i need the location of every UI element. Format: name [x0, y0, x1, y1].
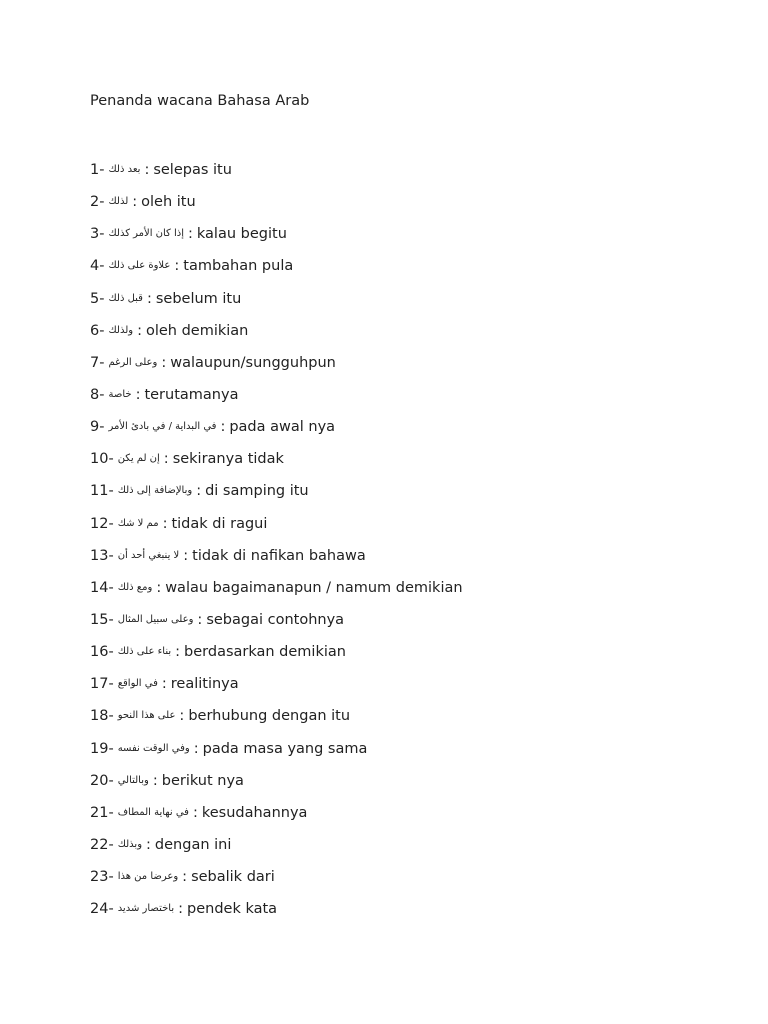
item-number: 4- [90, 258, 105, 275]
separator: : [162, 515, 168, 532]
separator: : [146, 290, 152, 307]
separator: : [193, 740, 199, 757]
item-number: 21- [90, 804, 114, 821]
arabic-phrase: وعرضا من هذا [117, 871, 179, 883]
separator: : [179, 708, 185, 725]
malay-meaning: walaupun/sungguhpun [170, 354, 336, 371]
item-number: 18- [90, 708, 114, 725]
item-number: 1- [90, 162, 105, 179]
item-number: 3- [90, 226, 105, 243]
item-number: 8- [90, 387, 105, 404]
item-number: 6- [90, 322, 105, 339]
list-item [90, 604, 463, 636]
separator: : [161, 354, 167, 371]
list-item [90, 218, 463, 250]
malay-meaning: terutamanya [144, 387, 239, 404]
separator: : [132, 194, 138, 211]
malay-meaning: pendek kata [187, 901, 278, 918]
list-item [90, 572, 463, 604]
separator: : [192, 804, 198, 821]
item-number: 17- [90, 676, 114, 693]
arabic-phrase: ولذلك [108, 324, 134, 336]
list-item [90, 250, 463, 282]
list-item [90, 508, 463, 540]
malay-meaning: tidak di ragui [171, 515, 268, 532]
separator: : [161, 676, 167, 693]
arabic-phrase: علاوة على ذلك [108, 260, 171, 272]
malay-meaning: kalau begitu [196, 226, 287, 243]
item-number: 23- [90, 869, 114, 886]
list-item [90, 379, 463, 411]
list-item [90, 765, 463, 797]
document-title: Penanda wacana Bahasa Arab [90, 93, 310, 109]
arabic-phrase: بعد ذلك [108, 164, 141, 176]
separator: : [188, 226, 193, 243]
separator: : [178, 901, 183, 918]
item-number: 5- [90, 290, 105, 307]
item-number: 11- [90, 483, 114, 500]
malay-meaning: sebelum itu [155, 290, 242, 307]
malay-meaning: di samping itu [205, 483, 309, 500]
item-number: 7- [90, 354, 105, 371]
separator: : [174, 258, 180, 275]
malay-meaning: sebalik dari [191, 869, 275, 886]
list-item [90, 797, 463, 829]
arabic-phrase: مم لا شك [117, 517, 159, 529]
arabic-phrase: ومع ذلك [117, 581, 153, 593]
arabic-phrase: على هذا النحو [117, 710, 176, 722]
malay-meaning: dengan ini [154, 837, 232, 854]
list-item [90, 347, 463, 379]
separator: : [156, 579, 162, 596]
malay-meaning: sekiranya tidak [172, 451, 284, 468]
list-item [90, 443, 463, 475]
list-item [90, 283, 463, 315]
item-number: 9- [90, 419, 105, 436]
arabic-phrase: قبل ذلك [108, 292, 143, 304]
arabic-phrase: وفي الوقت نفسه [117, 742, 190, 754]
separator: : [146, 837, 151, 854]
arabic-phrase: خاصة [108, 389, 132, 401]
list-item [90, 861, 463, 893]
separator: : [144, 162, 150, 179]
malay-meaning: berdasarkan demikian [184, 644, 346, 661]
malay-meaning: pada masa yang sama [202, 740, 368, 757]
arabic-phrase: وعلى الرغم [108, 356, 158, 368]
item-number: 12- [90, 515, 114, 532]
item-number: 14- [90, 579, 114, 596]
list-item [90, 475, 463, 507]
separator: : [137, 322, 142, 339]
malay-meaning: selepas itu [153, 162, 232, 179]
list-item [90, 186, 463, 218]
malay-meaning: tambahan pula [183, 258, 294, 275]
malay-meaning: berhubung dengan itu [188, 708, 351, 725]
list-item [90, 540, 463, 572]
list-item [90, 636, 463, 668]
separator: : [197, 612, 203, 629]
arabic-phrase: في الواقع [117, 678, 158, 690]
arabic-phrase: في البداية / في بادئ الأمر [108, 421, 217, 433]
malay-meaning: walau bagaimanapun / namum demikian [165, 579, 463, 596]
malay-meaning: oleh demikian [145, 322, 249, 339]
separator: : [175, 644, 181, 661]
list-item [90, 315, 463, 347]
item-number: 24- [90, 901, 114, 918]
item-number: 20- [90, 772, 114, 789]
malay-meaning: pada awal nya [229, 419, 336, 436]
separator: : [183, 547, 189, 564]
item-number: 13- [90, 547, 114, 564]
list-item [90, 893, 463, 925]
arabic-phrase: لذلك [108, 196, 129, 208]
list-item [90, 154, 463, 186]
separator: : [135, 387, 141, 404]
arabic-phrase: باختصار شديد [117, 903, 175, 915]
item-number: 22- [90, 837, 114, 854]
separator: : [152, 772, 158, 789]
arabic-phrase: إن لم يكن [117, 453, 160, 465]
item-number: 19- [90, 740, 114, 757]
separator: : [163, 451, 169, 468]
malay-meaning: tidak di nafikan bahawa [192, 547, 366, 564]
list-item [90, 733, 463, 765]
list-item [90, 411, 463, 443]
malay-meaning: oleh itu [141, 194, 196, 211]
item-number: 10- [90, 451, 114, 468]
malay-meaning: realitinya [170, 676, 239, 693]
arabic-phrase: في نهاية المطاف [117, 806, 189, 818]
list-item [90, 668, 463, 700]
arabic-phrase: وعلى سبيل المثال [117, 614, 194, 626]
arabic-phrase: بناء على ذلك [117, 646, 172, 658]
arabic-phrase: وبذلك [117, 839, 143, 851]
malay-meaning: sebagai contohnya [206, 612, 345, 629]
arabic-phrase: وبالتالي [117, 774, 149, 786]
separator: : [182, 869, 188, 886]
malay-meaning: berikut nya [161, 772, 244, 789]
item-number: 2- [90, 194, 105, 211]
arabic-phrase: إذا كان الأمر كذلك [108, 228, 185, 240]
malay-meaning: kesudahannya [201, 804, 308, 821]
list-item [90, 829, 463, 861]
discourse-marker-list [90, 154, 463, 925]
arabic-phrase: لا ينبغي أحد أن [117, 549, 180, 561]
separator: : [220, 419, 226, 436]
item-number: 16- [90, 644, 114, 661]
separator: : [196, 483, 202, 500]
list-item [90, 700, 463, 732]
arabic-phrase: وبالإضافة إلى ذلك [117, 485, 193, 497]
item-number: 15- [90, 612, 114, 629]
